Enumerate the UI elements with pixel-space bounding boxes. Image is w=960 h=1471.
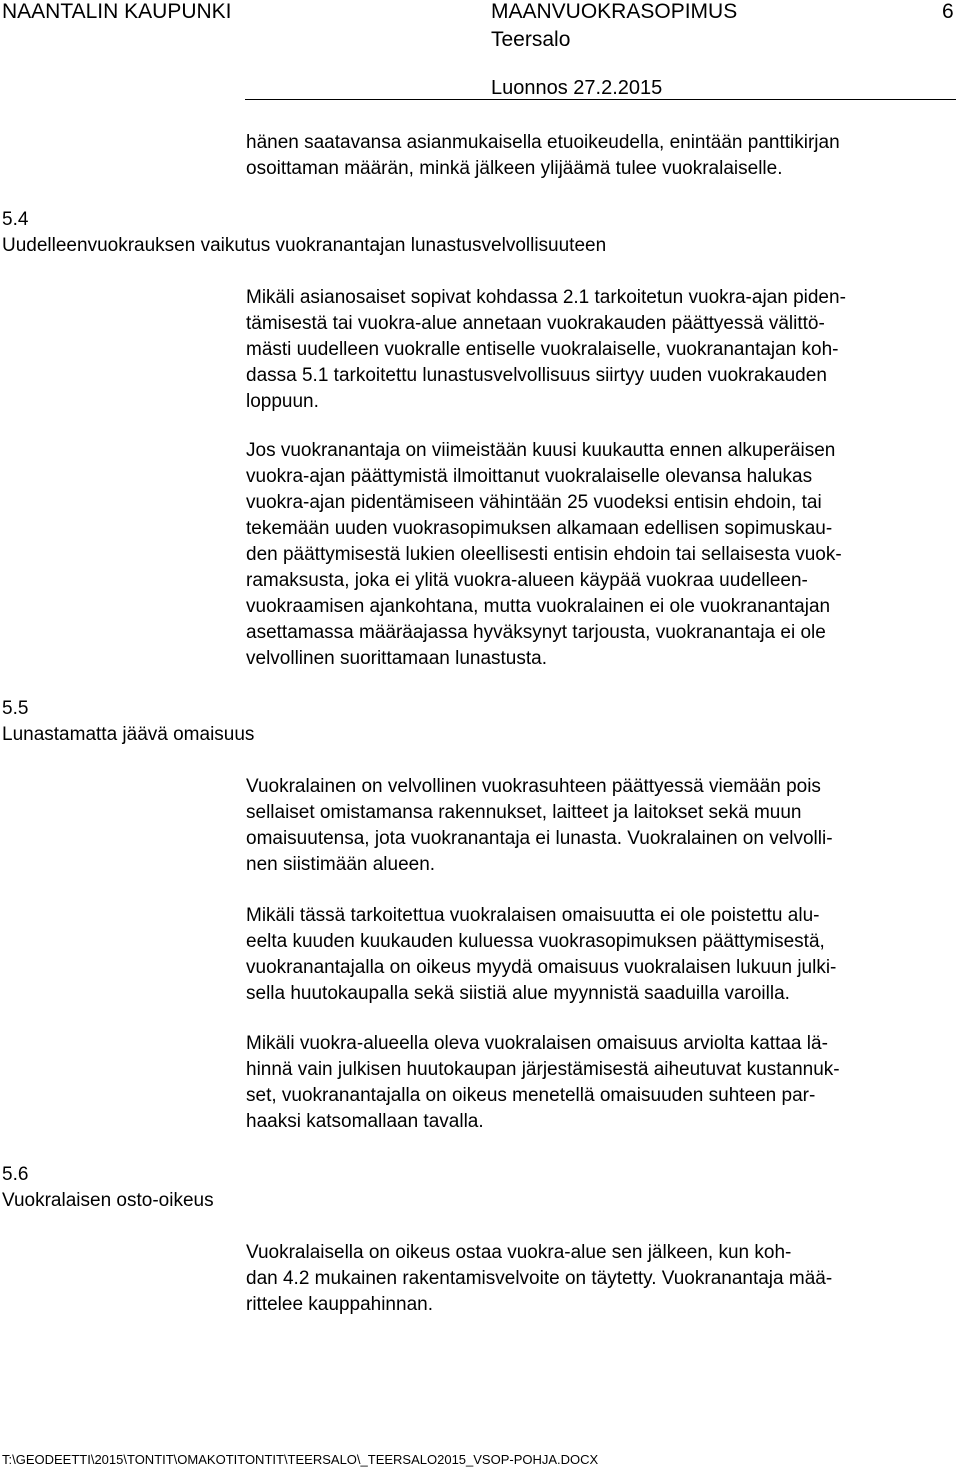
paragraph-5-6-1 [246, 1240, 832, 1318]
text-line: Mikäli vuokra-alueella oleva vuokralaisen omaisuus arviolta kattaa lä- [246, 1033, 828, 1054]
document-subtitle: Teersalo [491, 28, 571, 51]
page-number: 6 [942, 0, 954, 23]
text-line: den päättymisestä lukien oleellisesti entisin ehdoin tai sellaisesta vuok- [246, 544, 842, 565]
text-line: Jos vuokranantaja on viimeistään kuusi kuukautta ennen alkuperäisen [246, 440, 836, 461]
text-line: set, vuokranantajalla on oikeus menetellä omaisuuden suhteen par- [246, 1085, 816, 1106]
file-path-footer: T:\GEODEETTI\2015\TONTIT\OMAKOTITONTIT\TEERSALO\_TEERSALO2015_VSOP-POHJA.DOCX [2, 1452, 599, 1467]
text-line: haaksi katsomallaan tavalla. [246, 1111, 484, 1132]
section-heading-5-4 [2, 207, 606, 259]
paragraph-5-5-3 [246, 1031, 840, 1135]
draft-date: Luonnos 27.2.2015 [491, 77, 663, 99]
text-line: tämisestä tai vuokra-alue annetaan vuokrakauden päättyessä välittö- [246, 313, 825, 334]
text-line: tekemään uuden vuokrasopimuksen alkamaan edellisen sopimuskau- [246, 518, 833, 539]
paragraph-5-4-2 [246, 438, 842, 672]
text-line: hinnä vain julkisen huutokaupan järjestämisestä aiheutuvat kustannuk- [246, 1059, 840, 1080]
text-line: asettamassa määräajassa hyväksynyt tarjousta, vuokranantaja ei ole [246, 622, 826, 643]
section-number: 5.5 [2, 698, 29, 719]
section-heading-5-6 [2, 1162, 214, 1214]
text-line: rittelee kauppahinnan. [246, 1294, 433, 1315]
section-number: 5.6 [2, 1164, 29, 1185]
text-line: nen siistimään alueen. [246, 854, 436, 875]
section-number: 5.4 [2, 209, 29, 230]
text-line: omaisuutensa, jota vuokranantaja ei lunasta. Vuokralainen on velvolli- [246, 828, 833, 849]
continuation-paragraph [246, 130, 840, 182]
organization-name: NAANTALIN KAUPUNKI [2, 0, 232, 23]
text-line: Vuokralainen on velvollinen vuokrasuhteen päättyessä viemään pois [246, 776, 821, 797]
section-title: Vuokralaisen osto-oikeus [2, 1190, 214, 1211]
paragraph-5-5-2 [246, 903, 836, 1007]
text-line: velvollinen suorittamaan lunastusta. [246, 648, 548, 669]
text-line: osoittaman määrän, minkä jälkeen ylijäämä tulee vuokralaiselle. [246, 158, 783, 179]
text-line: vuokra-ajan pidentämiseen vähintään 25 vuodeksi entisin ehdoin, tai [246, 492, 822, 513]
paragraph-5-5-1 [246, 774, 833, 878]
text-line: dan 4.2 mukainen rakentamisvelvoite on täytetty. Vuokranantaja mää- [246, 1268, 833, 1289]
text-line: mästi uudelleen vuokralle entiselle vuokralaiselle, vuokranantajan koh- [246, 339, 839, 360]
text-line: sella huutokaupalla sekä siistiä alue myynnistä saaduilla varoilla. [246, 983, 790, 1004]
text-line: Vuokralaisella on oikeus ostaa vuokra-alue sen jälkeen, kun koh- [246, 1242, 792, 1263]
section-title: Uudelleenvuokrauksen vaikutus vuokranantajan lunastusvelvollisuuteen [2, 235, 607, 256]
text-line: hänen saatavansa asianmukaisella etuoikeudella, enintään panttikirjan [246, 132, 840, 153]
section-title: Lunastamatta jäävä omaisuus [2, 724, 255, 745]
document-title: MAANVUOKRASOPIMUS [491, 0, 738, 23]
paragraph-5-4-1 [246, 285, 846, 415]
text-line: vuokraamisen ajankohtana, mutta vuokralainen ei ole vuokranantajan [246, 596, 831, 617]
header-rule [245, 99, 956, 100]
text-line: sellaiset omistamansa rakennukset, laitteet ja laitokset sekä muun [246, 802, 802, 823]
section-heading-5-5 [2, 696, 254, 748]
text-line: loppuun. [246, 391, 319, 412]
text-line: Mikäli tässä tarkoitettua vuokralaisen omaisuutta ei ole poistettu alu- [246, 905, 820, 926]
text-line: ramaksusta, joka ei ylitä vuokra-alueen käypää vuokraa uudelleen- [246, 570, 808, 591]
text-line: vuokra-ajan päättymistä ilmoittanut vuokralaiselle olevansa halukas [246, 466, 813, 487]
text-line: vuokranantajalla on oikeus myydä omaisuus vuokralaisen lukuun julki- [246, 957, 837, 978]
text-line: eelta kuuden kuukauden kuluessa vuokrasopimuksen päättymisestä, [246, 931, 825, 952]
text-line: dassa 5.1 tarkoitettu lunastusvelvollisuus siirtyy uuden vuokrakauden [246, 365, 827, 386]
text-line: Mikäli asianosaiset sopivat kohdassa 2.1 tarkoitetun vuokra-ajan piden- [246, 287, 846, 308]
